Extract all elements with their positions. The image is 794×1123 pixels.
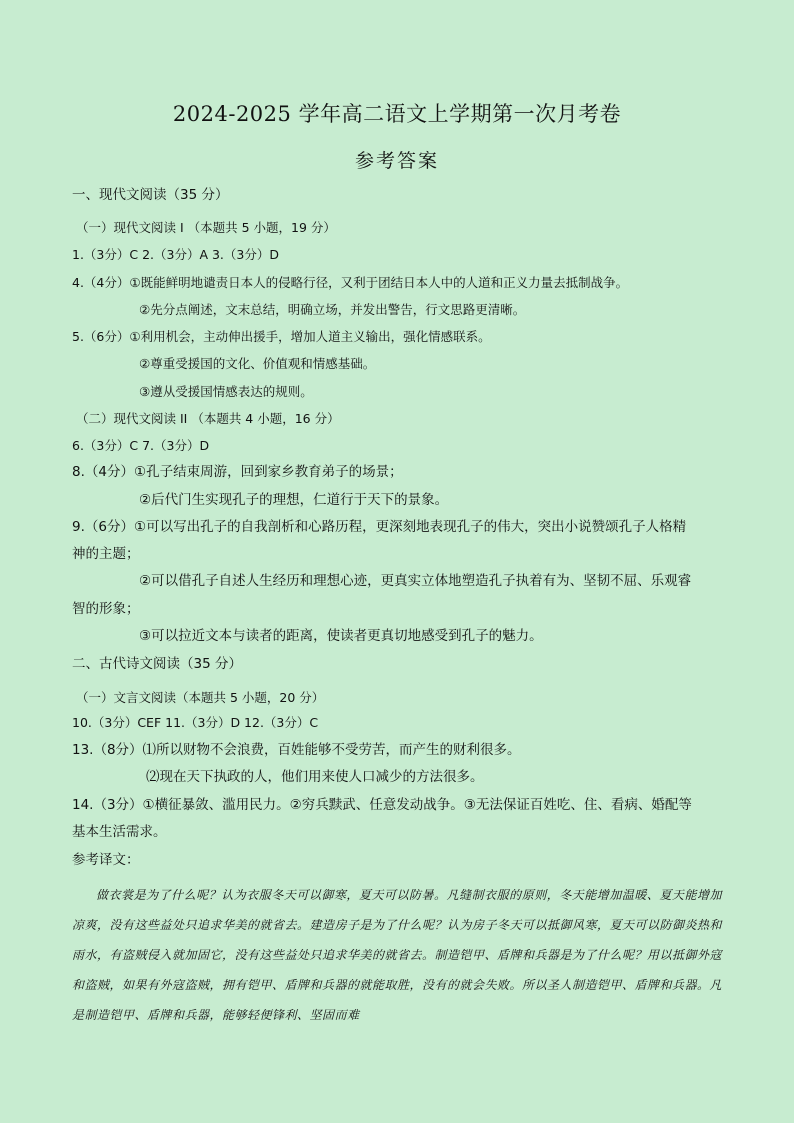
section-heading-modern: 一、现代文阅读（35 分） xyxy=(72,187,229,203)
page-subtitle: 参考答案 xyxy=(354,150,439,172)
subsection-heading-modern-1: （一）现代文阅读 I （本题共 5 小题，19 分） xyxy=(76,220,336,235)
page-title: 2024-2025 学年高二语文上学期第一次月考卷 xyxy=(172,102,622,126)
answer-line: 9.（6分）①可以写出孔子的自我剖析和心路历程，更深刻地表现孔子的伟大，突出小说赞颂孔子人格精 xyxy=(72,519,687,535)
answer-line: ③遵从受援国情感表达的规则。 xyxy=(139,384,313,399)
subsection-heading-modern-2: （二）现代文阅读 II （本题共 4 小题，16 分） xyxy=(76,411,340,426)
answer-line: 智的形象； xyxy=(72,601,140,617)
translation-text: 做衣裳是为了什么呢？认为衣服冬天可以御寒，夏天可以防暑。凡缝制衣服的原则，冬天能增加温暖、夏天能增加凉爽，没有这些益处只追求华美的就省去。建造房子是为了什么呢？认为房子冬天可以抵御风寒，夏天可以防御炎热和雨水，有盗贼侵入就加固它，没有这些益处只追求华美的就省去。制造铠甲、盾牌和兵器是为了什么呢？用以抵御外寇和盗贼，如果有外寇盗贼，拥有铠甲、盾牌和兵器的就能取胜，没有的就会失败。所以圣人制造铠甲、盾牌和兵器。凡是制造铠甲、盾牌和兵器，能够轻便锋利、坚固而难 xyxy=(72,888,723,1022)
answer-line: ②尊重受援国的文化、价值观和情感基础。 xyxy=(139,356,376,371)
answer-line: ②后代门生实现孔子的理想，仁道行于天下的景象。 xyxy=(139,492,449,508)
answer-line: 神的主题； xyxy=(72,546,140,562)
answer-line: 14.（3分）①横征暴敛、滥用民力。②穷兵黩武、任意发动战争。③无法保证百姓吃、住、看病、婚配等 xyxy=(72,797,692,813)
answer-line: ⑵现在天下执政的人，他们用来使人口减少的方法很多。 xyxy=(146,769,484,785)
answer-line: 1.（3分）C 2.（3分）A 3.（3分）D xyxy=(72,247,279,262)
answer-line: 4.（4分）①既能鲜明地谴责日本人的侵略行径，又利于团结日本人中的人道和正义力量去抵制战争。 xyxy=(72,275,629,290)
section-heading-classical: 二、古代诗文阅读（35 分） xyxy=(72,656,242,672)
answer-line: ②可以借孔子自述人生经历和理想心迹，更真实立体地塑造孔子执着有为、坚韧不屈、乐观睿 xyxy=(139,573,692,589)
answer-line: 10.（3分）CEF 11.（3分）D 12.（3分）C xyxy=(72,715,319,730)
answer-line: 6.（3分）C 7.（3分）D xyxy=(72,438,210,453)
answer-line: ③可以拉近文本与读者的距离，使读者更真切地感受到孔子的魅力。 xyxy=(139,628,543,644)
answer-line: ②先分点阐述，文末总结，明确立场，并发出警告，行文思路更清晰。 xyxy=(139,302,526,317)
translation-heading: 参考译文： xyxy=(72,852,140,868)
answer-line: 13.（8分）⑴所以财物不会浪费，百姓能够不受劳苦，而产生的财利很多。 xyxy=(72,742,521,758)
answer-line: 5.（6分）①利用机会，主动伸出援手，增加人道主义输出，强化情感联系。 xyxy=(72,329,491,344)
translation-paragraph xyxy=(72,880,722,1030)
subsection-heading-classical-1: （一）文言文阅读（本题共 5 小题，20 分） xyxy=(76,690,325,705)
answer-line: 基本生活需求。 xyxy=(72,824,167,840)
answer-line: 8.（4分）①孔子结束周游，回到家乡教育弟子的场景； xyxy=(72,464,403,480)
